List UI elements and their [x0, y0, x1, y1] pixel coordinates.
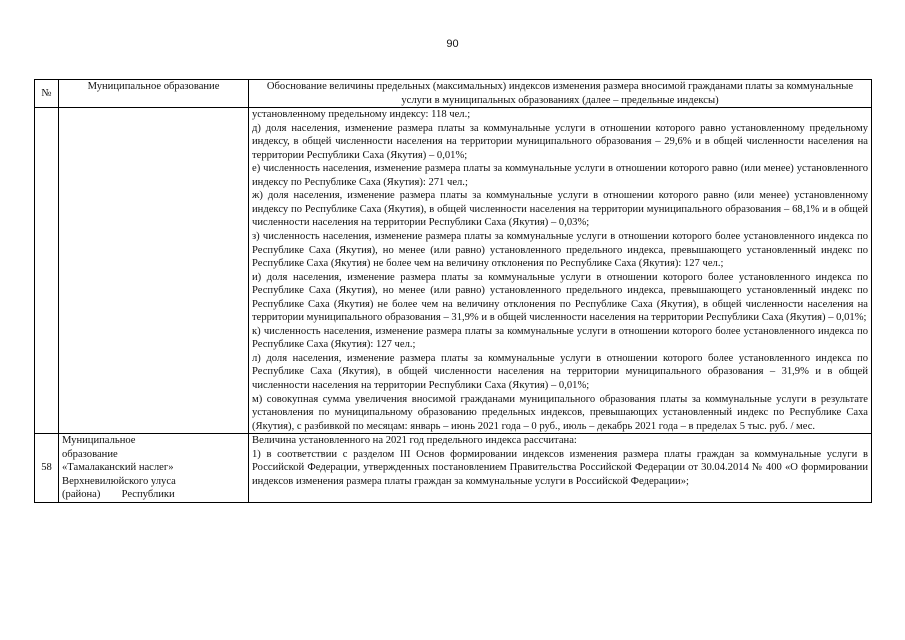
justification-paragraph: ж) доля населения, изменение размера платы за коммунальные услуги в отношении которого равно (или менее) установленному индексу по Республике Саха (Якутия), в общей численности населения на территории муниципального образования – 68,1% и в общей численности населения на территории Республики Саха (Якутия) – 0,03%; — [252, 190, 868, 229]
header-justification: Обоснование величины предельных (максимальных) индексов изменения размера вносимой гражданами платы за коммунальные услуги в муниципальных образованиях (далее – предельные индексы) — [249, 80, 872, 108]
justification-paragraph: Величина установленного на 2021 год предельного индекса рассчитана: — [252, 435, 577, 447]
justification-paragraph: д) доля населения, изменение размера платы за коммунальные услуги в отношении которого равно установленному предельному индексу, в общей численности населения на территории муниципального образования – 29,6% и в общей численности населения на территории Республики Саха (Якутия) – 0,01%; — [252, 122, 868, 161]
justification-paragraph: к) численность населения, изменение размера платы за коммунальные услуги в отношении которого более установленного индекса по Республике Саха (Якутия): 127 чел.; — [252, 325, 868, 351]
header-num: № — [35, 80, 59, 108]
row-58-justification-cell — [249, 434, 872, 503]
municipality-line: образование — [62, 448, 118, 460]
municipality-line: (района) Республики — [62, 489, 175, 501]
table-row-58 — [35, 434, 872, 503]
municipality-cell — [59, 434, 249, 503]
municipality-line: Муниципальное — [62, 435, 136, 447]
justification-paragraph: з) численность населения, изменение размера платы за коммунальные услуги в отношении которого более установленного индекса по Республике Саха (Якутия), но менее (или равно) установленного предельного индекса, превышающего установленный индекс по Республике Саха (Якутия) не более чем на величину отклонения по Республике Саха (Якутия): 127 чел.; — [252, 231, 868, 270]
municipality-line: «Тамалаканский наслег» — [62, 462, 174, 474]
justification-paragraph: л) доля населения, изменение размера платы за коммунальные услуги в отношении которого более установленного индекса по Республике Саха (Якутия), в общей численности населения на территории муниципального образования – 31,9% и в общей численности населения на территории Республики Саха (Якутия) – 0,01%; — [252, 352, 868, 392]
continued-num-cell — [35, 108, 59, 434]
justification-table — [34, 79, 872, 503]
page-number: 90 — [446, 38, 459, 50]
table-header-row — [35, 80, 872, 108]
continued-justification-cell — [249, 108, 872, 434]
municipality-line: Верхневилюйского улуса — [62, 475, 176, 487]
justification-paragraph: м) совокупная сумма увеличения вносимой гражданами муниципального образования платы за коммунальные услуги в результате установления по муниципальному образованию предельных индексов, превышающих установленный индекс по Республике Саха (Якутия), с разбивкой по месяцам: январь – июнь 2021 года – 0 руб., июль – декабрь 2021 года – в пределах 5 тыс. руб. / мес. — [252, 393, 868, 432]
continued-municipality-cell — [59, 108, 249, 434]
justification-paragraph: установленному предельному индексу: 118 чел.; — [252, 109, 471, 121]
justification-paragraph: и) доля населения, изменение размера платы за коммунальные услуги в отношении которого более установленного индекса по Республике Саха (Якутия), но менее (или равно) установленного предельного индекса, превышающего установленный индекс по Республике Саха (Якутия) не более чем на величину отклонения по Республике Саха (Якутия), в общей численности населения на территории муниципального образования – 31,9% и в общей численности населения на территории Республики Саха (Якутия) – 0,01%; — [252, 271, 868, 324]
justification-paragraph: е) численность населения, изменение размера платы за коммунальные услуги в отношении которого равно (или менее) установленного индексу по Республике Саха (Якутия): 271 чел.; — [252, 163, 868, 188]
justification-paragraph: 1) в соответствии с разделом III Основ формировании индексов изменения размера платы граждан за коммунальные услуги в Российской Федерации, утвержденных постановлением Правительства Российской Федерации от 30.04.2014 № 400 «О формировании индексов изменения размера платы граждан за коммунальные услуги в Российской Федерации»; — [252, 448, 868, 487]
row-number: 58 — [35, 434, 59, 503]
table-row-continued — [35, 108, 872, 434]
header-municipality: Муниципальное образование — [59, 80, 249, 108]
